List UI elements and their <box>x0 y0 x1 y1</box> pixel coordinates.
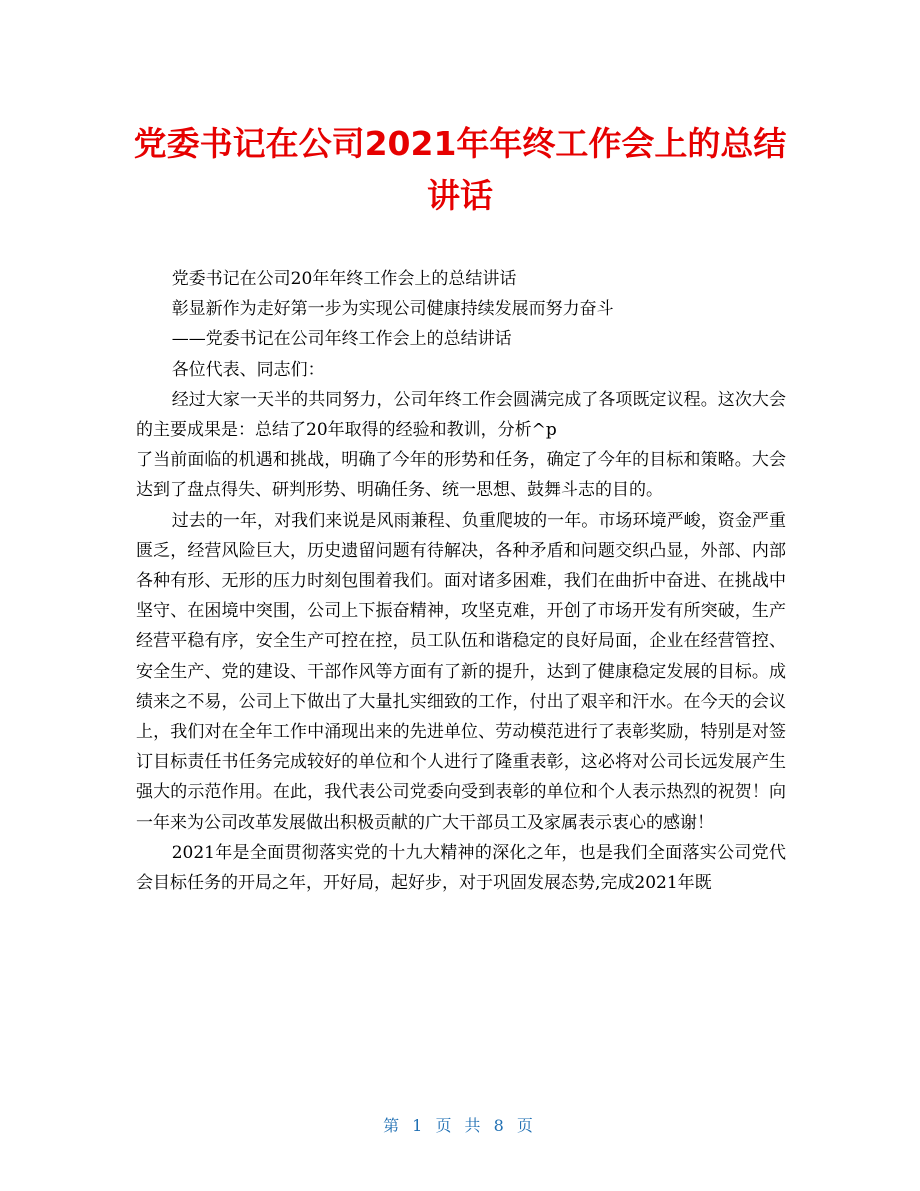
paragraph-1: 经过大家一天半的共同努力，公司年终工作会圆满完成了各项既定议程。这次大会的主要成果是：总结了20年取得的经验和教训，分析^p <box>136 389 786 441</box>
document-body <box>136 264 786 898</box>
paragraph-heading-1: 党委书记在公司20年年终工作会上的总结讲话 <box>171 269 517 289</box>
page-number-footer: 第 1 页 共 8 页 <box>383 1116 537 1135</box>
paragraph-3: 2021年是全面贯彻落实党的十九大精神的深化之年，也是我们全面落实公司党代会目标任务的开局之年，开好局，起好步，对于巩固发展态势,完成2021年既 <box>136 842 786 894</box>
paragraph-2: 过去的一年，对我们来说是风雨兼程、负重爬坡的一年。市场环境严峻，资金严重匮乏，经营风险巨大，历史遗留问题有待解决，各种矛盾和问题交织凸显，外部、内部各种有形、无形的压力时刻包围着我们。面对诸多困难，我们在曲折中奋进、在挑战中坚守、在困境中突围，公司上下振奋精神，攻坚克难，开创了市场开发有所突破，生产经营平稳有序，安全生产可控在控，员工队伍和谐稳定的良好局面，企业在经营管控、安全生产、党的建设、干部作风等方面有了新的提升，达到了健康稳定发展的目标。成绩来之不易，公司上下做出了大量扎实细致的工作，付出了艰辛和汗水。在今天的会议上，我们对在全年工作中涌现出来的先进单位、劳动模范进行了表彰奖励，特别是对签订目标责任书任务完成较好的单位和个人进行了隆重表彰，这必将对公司长远发展产生强大的示范作用。在此，我代表公司党委向受到表彰的单位和个人表示热烈的祝贺！向一年来为公司改革发展做出积极贡献的广大干部员工及家属表示衷心的感谢！ <box>136 510 786 833</box>
paragraph-heading-3: ——党委书记在公司年终工作会上的总结讲话 <box>171 329 512 350</box>
paragraph-1-continued: 了当前面临的机遇和挑战，明确了今年的形势和任务，确定了今年的目标和策略。大会达到了盘点得失、研判形势、明确任务、统一思想、鼓舞斗志的目的。 <box>136 450 786 501</box>
paragraph-heading-2: 彰显新作为走好第一步为实现公司健康持续发展而努力奋斗 <box>171 299 614 320</box>
document-title: 党委书记在公司2021年年终工作会上的总结讲话 <box>133 124 787 215</box>
paragraph-salutation: 各位代表、同志们： <box>171 359 325 380</box>
